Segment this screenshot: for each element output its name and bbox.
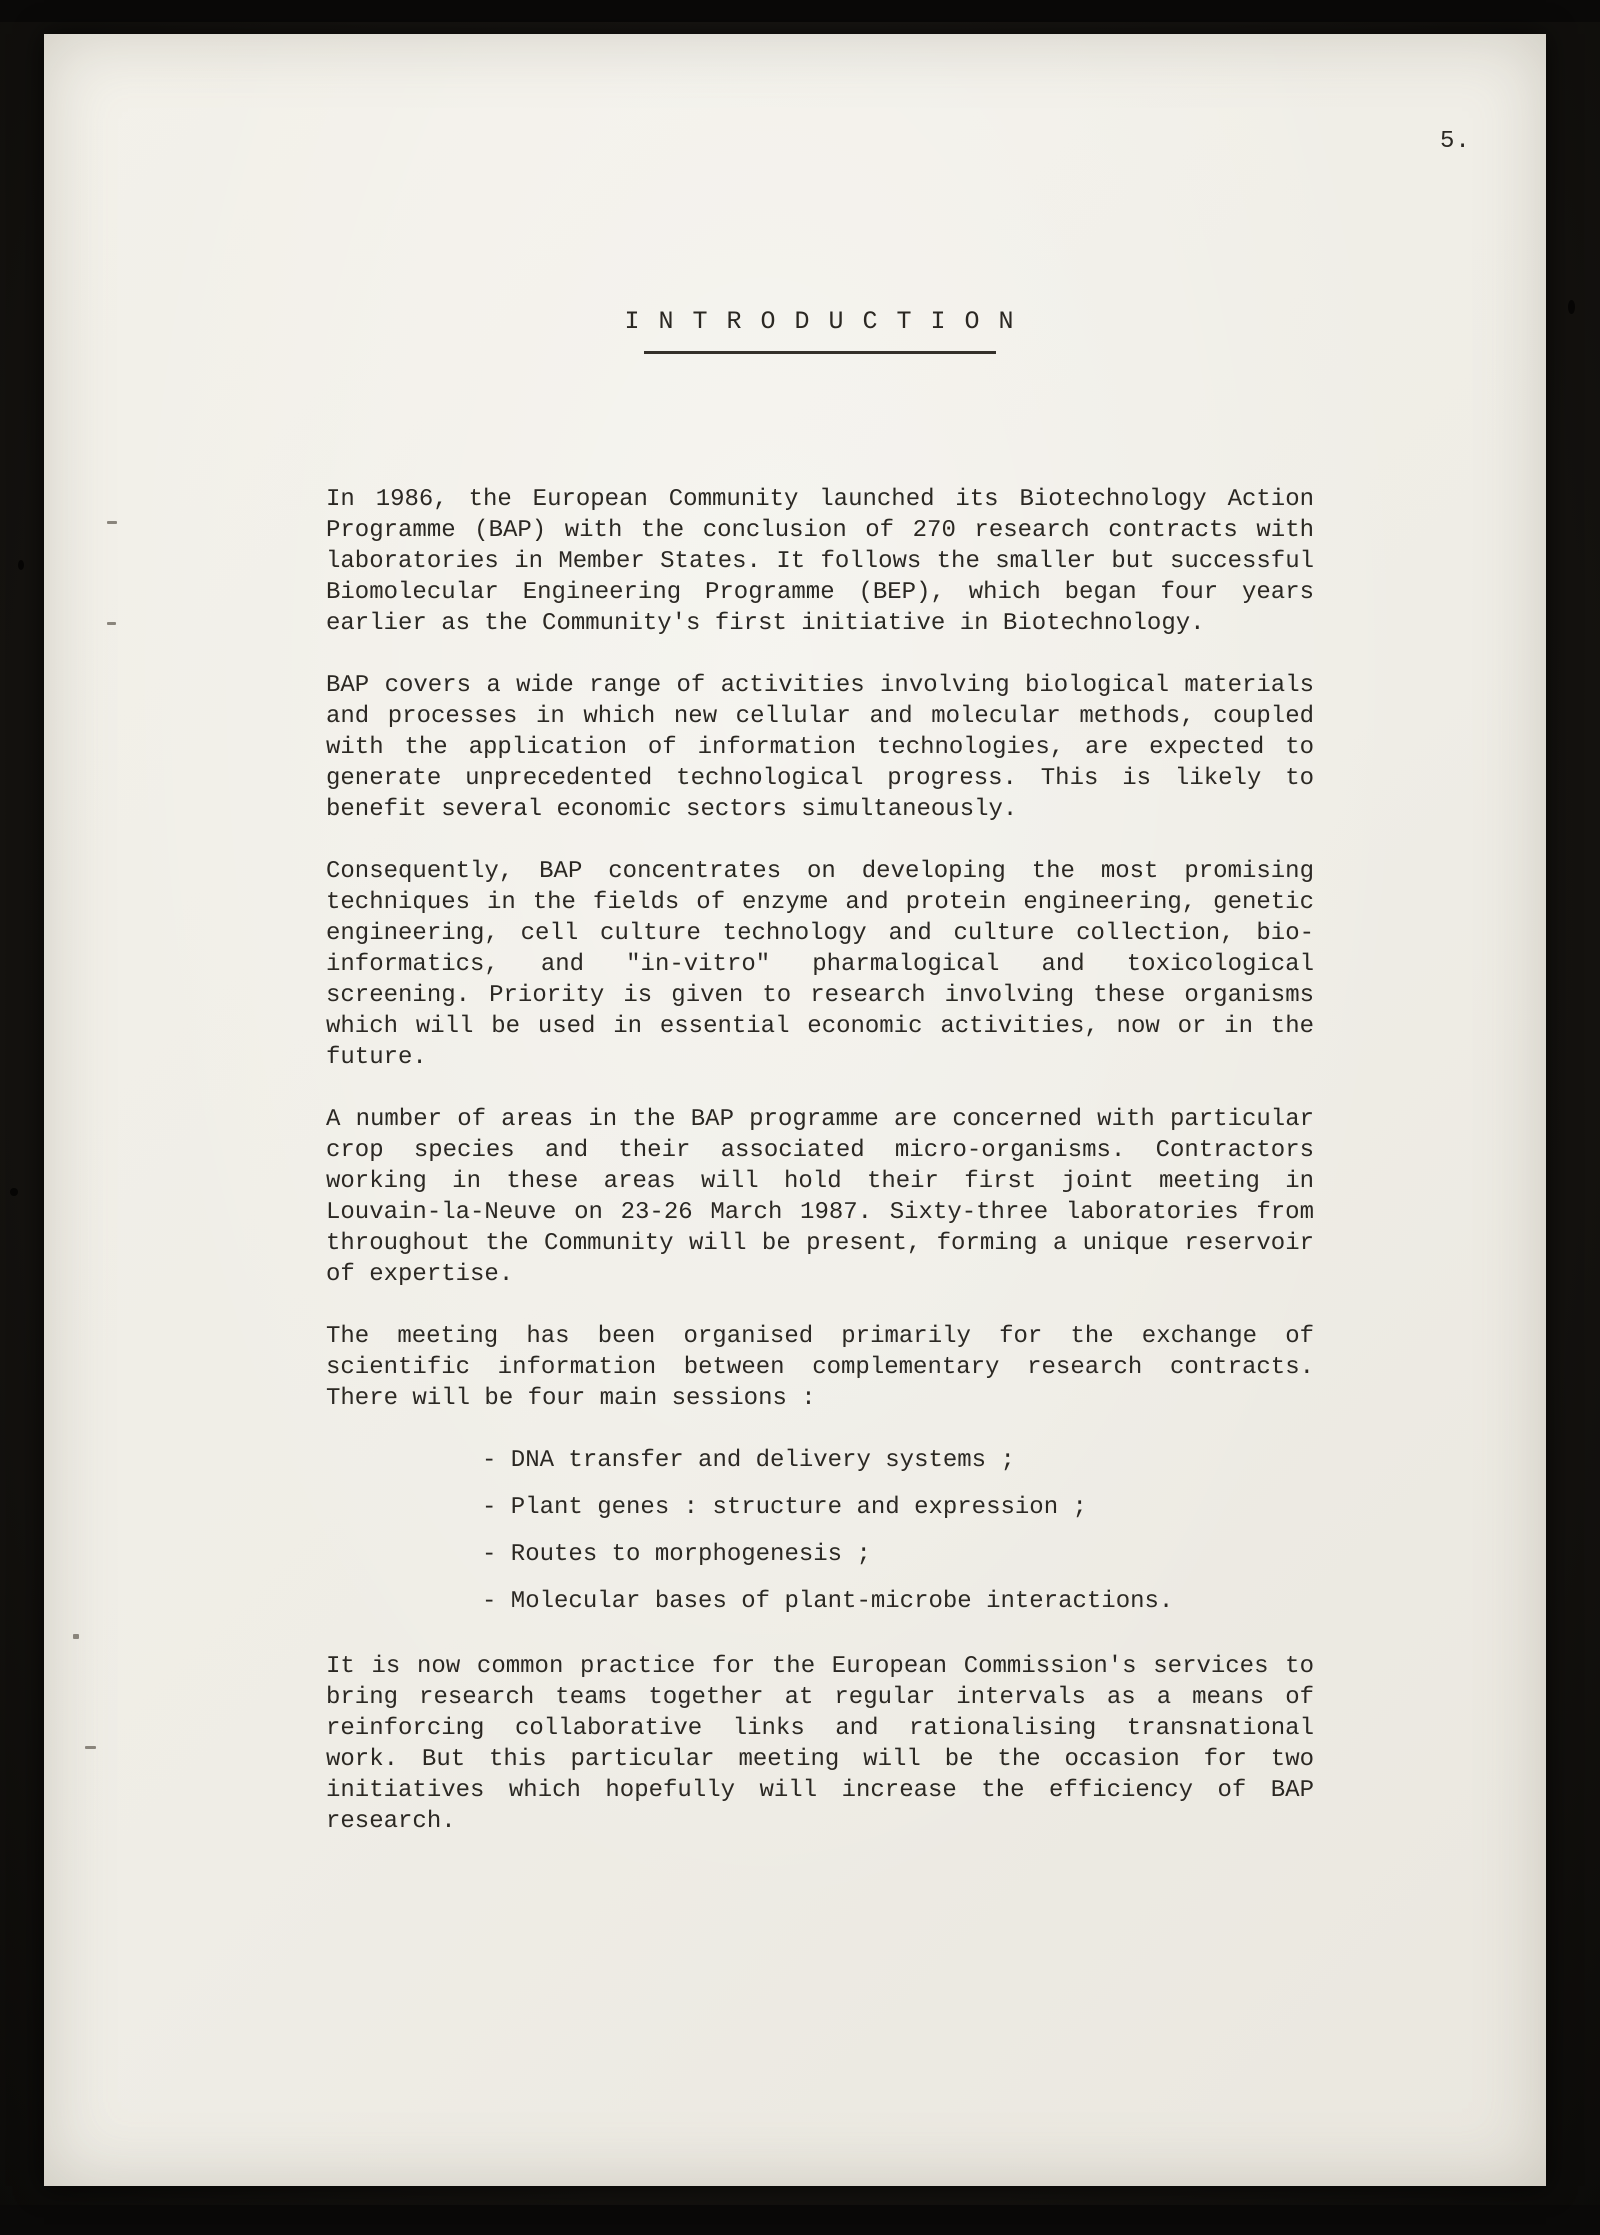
paragraph-meeting-purpose: The meeting has been organised primarily for the exchange of scientific information between complementary research contracts. There will be four main sessions : <box>326 1323 1314 1412</box>
session-item-dna-transfer: - DNA transfer and delivery systems ; <box>482 1447 1015 1474</box>
scan-speck <box>1568 300 1575 314</box>
scan-mark <box>85 1746 96 1749</box>
paragraph-intro-1986: In 1986, the European Community launched its Biotechnology Action Programme (BAP) with the conclusion of 270 research contracts with laboratories in Member States. It follows the smaller but successful Biomolecular Engineering Programme (BEP), which began four years earlier as the Community's first initiative in Biotechnology. <box>326 486 1314 637</box>
sessions-list <box>326 1445 1314 1617</box>
scan-mark <box>107 521 117 524</box>
scan-edge-bottom <box>0 2205 1600 2235</box>
text-column <box>326 306 1314 1868</box>
page-number: 5. <box>1440 128 1471 155</box>
scan-mark <box>107 622 116 625</box>
paragraph-commission-practice: It is now common practice for the European Commission's services to bring research teams together at regular intervals as a means of reinforcing collaborative links and rationalising transnational work. But this particular meeting will be the occasion for two initiatives which hopefully will increase the efficiency of BAP research. <box>326 1653 1314 1835</box>
session-item-plant-microbe: - Molecular bases of plant-microbe interactions. <box>482 1588 1174 1615</box>
paragraph-crop-areas: A number of areas in the BAP programme are concerned with particular crop species and their associated micro-organisms. Contractors working in these areas will hold their first joint meeting in Louvain-la-Neuve on 23-26 March 1987. Sixty-three laboratories from throughout the Community will be present, forming a unique reservoir of expertise. <box>326 1106 1314 1288</box>
session-item-plant-genes: - Plant genes : structure and expression ; <box>482 1494 1087 1521</box>
heading-underline <box>644 351 996 354</box>
scan-speck <box>18 560 24 570</box>
scan-edge-top <box>0 0 1600 22</box>
session-item-morphogenesis: - Routes to morphogenesis ; <box>482 1541 871 1568</box>
scan-speck <box>10 1188 18 1196</box>
section-heading: I N T R O D U C T I O N <box>624 307 1016 336</box>
paper-sheet <box>44 34 1546 2186</box>
scan-mark <box>73 1634 79 1639</box>
paragraph-bap-techniques: Consequently, BAP concentrates on developing the most promising techniques in the fields of enzyme and protein engineering, genetic engineering, cell culture technology and culture collection, bio-informatics, and "in-vitro" pharmalogical and toxicological screening. Priority is given to research involving these organisms which will be used in essential economic activities, now or in the future. <box>326 858 1314 1071</box>
section-heading-block <box>326 306 1314 354</box>
paragraph-bap-scope: BAP covers a wide range of activities involving biological materials and processes in which new cellular and molecular methods, coupled with the application of information technologies, are expected to generate unprecedented technological progress. This is likely to benefit several economic sectors simultaneously. <box>326 672 1314 823</box>
